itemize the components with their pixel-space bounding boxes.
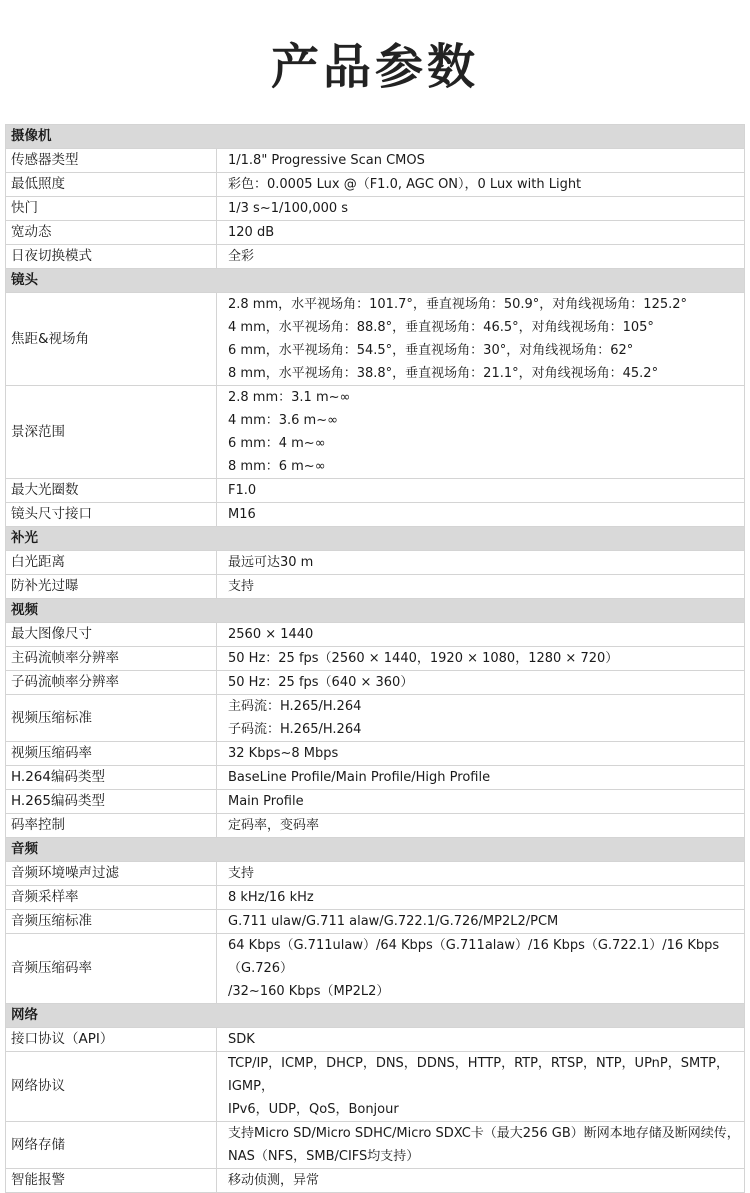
spec-value-cell bbox=[217, 1052, 745, 1122]
spec-value: Main Profile bbox=[228, 794, 304, 809]
spec-label: 子码流帧率分辨率 bbox=[6, 671, 217, 695]
spec-row bbox=[6, 766, 745, 790]
spec-value-cell bbox=[217, 173, 745, 197]
spec-value: 64 Kbps（G.711ulaw）/64 Kbps（G.711alaw）/16 Kbps（G.722.1）/16 Kbps（G.726） bbox=[228, 938, 720, 976]
section-header-row bbox=[6, 527, 745, 551]
spec-value: F1.0 bbox=[228, 483, 257, 498]
spec-value-cell bbox=[217, 1169, 745, 1193]
spec-label: 视频压缩标准 bbox=[6, 695, 217, 742]
spec-label: 视频压缩码率 bbox=[6, 742, 217, 766]
spec-value-cell bbox=[217, 934, 745, 1004]
spec-value: 最远可达30 m bbox=[228, 555, 314, 570]
spec-value-cell bbox=[217, 551, 745, 575]
spec-label: 音频压缩标准 bbox=[6, 910, 217, 934]
spec-value: 2.8 mm，水平视场角：101.7°，垂直视场角：50.9°，对角线视场角：125.2° bbox=[228, 297, 688, 312]
spec-row bbox=[6, 886, 745, 910]
section-header-row bbox=[6, 599, 745, 623]
spec-value-cell bbox=[217, 623, 745, 647]
spec-label: 网络协议 bbox=[6, 1052, 217, 1122]
spec-value-cell bbox=[217, 479, 745, 503]
spec-value: 1/3 s~1/100,000 s bbox=[228, 201, 349, 216]
spec-row bbox=[6, 742, 745, 766]
spec-value: 支持 bbox=[228, 579, 255, 594]
spec-value-cell bbox=[217, 503, 745, 527]
spec-label: 景深范围 bbox=[6, 386, 217, 479]
spec-label: 传感器类型 bbox=[6, 149, 217, 173]
spec-row bbox=[6, 1122, 745, 1169]
spec-label: 主码流帧率分辨率 bbox=[6, 647, 217, 671]
spec-value: 8 kHz/16 kHz bbox=[228, 890, 314, 905]
spec-row bbox=[6, 293, 745, 386]
spec-label: 码率控制 bbox=[6, 814, 217, 838]
spec-value: 支持Micro SD/Micro SDHC/Micro SDXC卡（最大256 GB）断网本地存储及断网续传， bbox=[228, 1126, 740, 1141]
spec-table bbox=[5, 124, 745, 1193]
spec-value-cell bbox=[217, 814, 745, 838]
spec-label: 智能报警 bbox=[6, 1169, 217, 1193]
spec-value: M16 bbox=[228, 507, 256, 522]
section-title: 镜头 bbox=[6, 269, 745, 293]
spec-value: 子码流：H.265/H.264 bbox=[228, 722, 362, 737]
spec-value: G.711 ulaw/G.711 alaw/G.722.1/G.726/MP2L2/PCM bbox=[228, 914, 559, 929]
spec-value: 6 mm：4 m~∞ bbox=[228, 436, 326, 451]
spec-value-cell bbox=[217, 862, 745, 886]
spec-label: H.265编码类型 bbox=[6, 790, 217, 814]
spec-value: 4 mm：3.6 m~∞ bbox=[228, 413, 338, 428]
spec-value: IPv6，UDP，QoS，Bonjour bbox=[228, 1102, 399, 1117]
section-header-row bbox=[6, 838, 745, 862]
spec-value: 2560 × 1440 bbox=[228, 627, 314, 642]
spec-row bbox=[6, 503, 745, 527]
spec-label: 最低照度 bbox=[6, 173, 217, 197]
spec-value: 32 Kbps~8 Mbps bbox=[228, 746, 339, 761]
spec-value: SDK bbox=[228, 1032, 255, 1047]
spec-row bbox=[6, 647, 745, 671]
spec-value-cell bbox=[217, 886, 745, 910]
spec-row bbox=[6, 814, 745, 838]
spec-value-cell bbox=[217, 221, 745, 245]
spec-value: 6 mm，水平视场角：54.5°，垂直视场角：30°，对角线视场角：62° bbox=[228, 343, 634, 358]
spec-value: 彩色：0.0005 Lux @（F1.0, AGC ON），0 Lux with Light bbox=[228, 177, 582, 192]
spec-label: 焦距&视场角 bbox=[6, 293, 217, 386]
spec-label: 接口协议（API） bbox=[6, 1028, 217, 1052]
spec-label: 宽动态 bbox=[6, 221, 217, 245]
spec-value: 全彩 bbox=[228, 249, 255, 264]
spec-label: 快门 bbox=[6, 197, 217, 221]
section-title: 音频 bbox=[6, 838, 745, 862]
spec-row bbox=[6, 386, 745, 479]
spec-value: 50 Hz：25 fps（640 × 360） bbox=[228, 675, 414, 690]
page-title: 产品参数 bbox=[270, 38, 479, 95]
spec-value-cell bbox=[217, 1028, 745, 1052]
spec-label: H.264编码类型 bbox=[6, 766, 217, 790]
spec-value: 支持 bbox=[228, 866, 255, 881]
spec-row bbox=[6, 1169, 745, 1193]
section-header-row bbox=[6, 1004, 745, 1028]
spec-value-cell bbox=[217, 671, 745, 695]
spec-label: 音频压缩码率 bbox=[6, 934, 217, 1004]
spec-row bbox=[6, 173, 745, 197]
spec-value: 主码流：H.265/H.264 bbox=[228, 699, 362, 714]
spec-label: 网络存储 bbox=[6, 1122, 217, 1169]
spec-value: BaseLine Profile/Main Profile/High Profile bbox=[228, 770, 491, 785]
section-title: 网络 bbox=[6, 1004, 745, 1028]
spec-value-cell bbox=[217, 245, 745, 269]
spec-row bbox=[6, 790, 745, 814]
spec-row bbox=[6, 551, 745, 575]
spec-label: 日夜切换模式 bbox=[6, 245, 217, 269]
section-title: 摄像机 bbox=[6, 125, 745, 149]
spec-label: 最大图像尺寸 bbox=[6, 623, 217, 647]
spec-row bbox=[6, 671, 745, 695]
spec-row bbox=[6, 1052, 745, 1122]
spec-label: 白光距离 bbox=[6, 551, 217, 575]
section-title: 补光 bbox=[6, 527, 745, 551]
spec-value: 移动侦测，异常 bbox=[228, 1173, 320, 1188]
spec-value-cell bbox=[217, 293, 745, 386]
spec-row bbox=[6, 575, 745, 599]
spec-row bbox=[6, 1028, 745, 1052]
spec-value: TCP/IP，ICMP，DHCP，DNS，DDNS，HTTP，RTP，RTSP，NTP，UPnP，SMTP，IGMP， bbox=[228, 1056, 730, 1094]
spec-row bbox=[6, 149, 745, 173]
spec-row bbox=[6, 695, 745, 742]
spec-value: /32~160 Kbps（MP2L2） bbox=[228, 984, 390, 999]
spec-row bbox=[6, 479, 745, 503]
spec-row bbox=[6, 623, 745, 647]
spec-value: NAS（NFS，SMB/CIFS均支持） bbox=[228, 1149, 420, 1164]
section-header-row bbox=[6, 269, 745, 293]
spec-label: 音频环境噪声过滤 bbox=[6, 862, 217, 886]
spec-value-cell bbox=[217, 386, 745, 479]
spec-value: 120 dB bbox=[228, 225, 275, 240]
spec-value: 50 Hz：25 fps（2560 × 1440，1920 × 1080，1280 × 720） bbox=[228, 651, 619, 666]
spec-value: 定码率，变码率 bbox=[228, 818, 320, 833]
spec-value: 2.8 mm：3.1 m~∞ bbox=[228, 390, 351, 405]
spec-label: 镜头尺寸接口 bbox=[6, 503, 217, 527]
spec-value: 1/1.8" Progressive Scan CMOS bbox=[228, 153, 425, 168]
spec-value-cell bbox=[217, 197, 745, 221]
spec-row bbox=[6, 197, 745, 221]
spec-value: 8 mm，水平视场角：38.8°，垂直视场角：21.1°，对角线视场角：45.2° bbox=[228, 366, 659, 381]
spec-value: 4 mm，水平视场角：88.8°，垂直视场角：46.5°，对角线视场角：105° bbox=[228, 320, 654, 335]
section-header-row bbox=[6, 125, 745, 149]
spec-value-cell bbox=[217, 910, 745, 934]
spec-label: 最大光圈数 bbox=[6, 479, 217, 503]
spec-value-cell bbox=[217, 766, 745, 790]
spec-value-cell bbox=[217, 149, 745, 173]
spec-value-cell bbox=[217, 742, 745, 766]
spec-row bbox=[6, 221, 745, 245]
spec-value-cell bbox=[217, 695, 745, 742]
spec-value-cell bbox=[217, 1122, 745, 1169]
spec-row bbox=[6, 910, 745, 934]
spec-row bbox=[6, 934, 745, 1004]
spec-label: 防补光过曝 bbox=[6, 575, 217, 599]
spec-value-cell bbox=[217, 790, 745, 814]
section-title: 视频 bbox=[6, 599, 745, 623]
spec-label: 音频采样率 bbox=[6, 886, 217, 910]
spec-value-cell bbox=[217, 575, 745, 599]
spec-value: 8 mm：6 m~∞ bbox=[228, 459, 326, 474]
spec-row bbox=[6, 862, 745, 886]
spec-value-cell bbox=[217, 647, 745, 671]
spec-row bbox=[6, 245, 745, 269]
